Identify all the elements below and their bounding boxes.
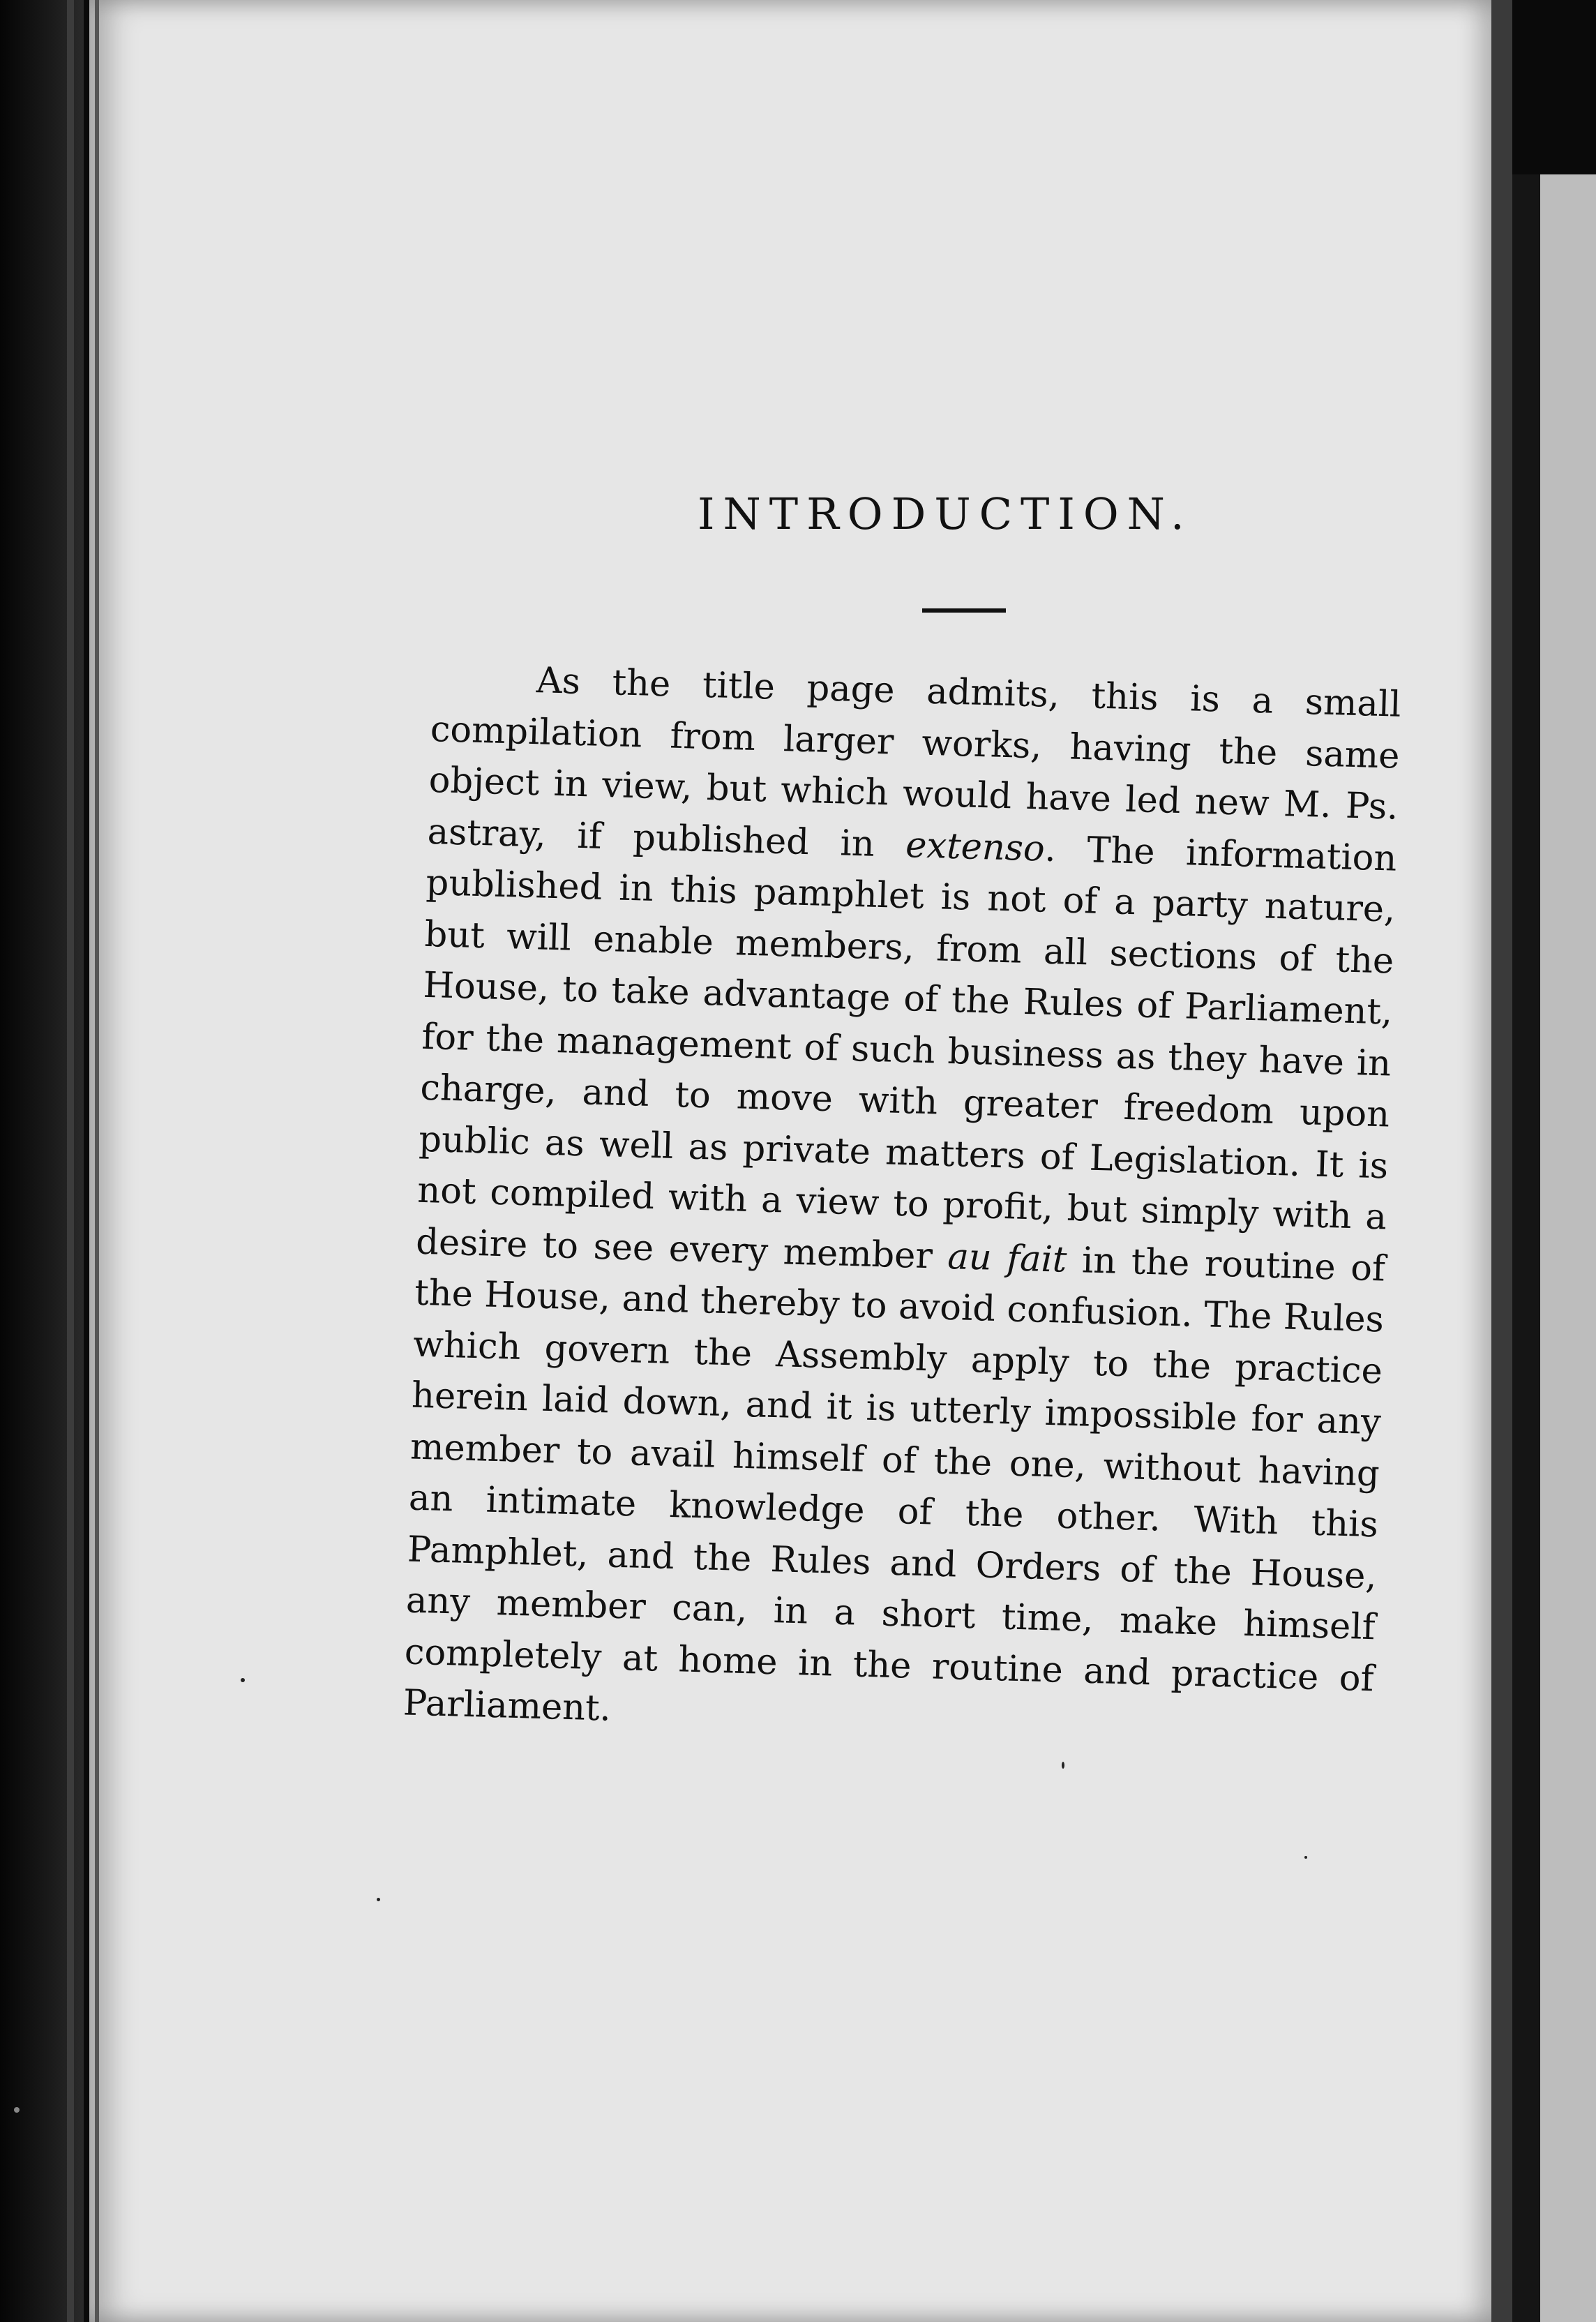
italic-au-fait: au fait xyxy=(947,1236,1068,1281)
title-divider xyxy=(922,608,1006,613)
italic-extenso: extenso xyxy=(905,824,1046,870)
scan-speck xyxy=(1062,1762,1064,1769)
introduction-paragraph xyxy=(402,652,1402,1756)
page-gutter xyxy=(1491,0,1512,2322)
adjacent-page-sliver xyxy=(1512,174,1596,2322)
scan-speck xyxy=(14,2107,20,2113)
paragraph-text-1: As the title page admits, this is a small compilation from larger works, having the same object in view, but which would have led new M. Ps. astray, if published in xyxy=(427,660,1402,866)
paragraph-text-2: . The information published in this pamphlet is not of a party nature, but will enable members, from all sections of the House, to take advantage of the Rules of Parliament, for the management of such business as they have in charge, and to move with greater freedom upon public as well as private matters of Legislation. It is not compiled with a view to profit, but simply with a desire to see every member xyxy=(415,828,1398,1278)
scan-speck xyxy=(241,1678,245,1682)
scan-speck xyxy=(1304,1856,1307,1859)
paragraph-text-3: in the routine of the House, and thereby to avoid confusion. The Rules which govern the Assembly apply to the practice herein laid down, and it is utterly impossible for any member to avail himself of the one, without having an intimate knowledge of the other. With this Pamphlet, and the Rules and Orders of the House, any member can, in a short time, make himself completely at home in the routine and practice of Parliament. xyxy=(402,1239,1386,1730)
scan-speck xyxy=(377,1898,380,1901)
right-corner-shadow xyxy=(1512,0,1596,174)
page-title: INTRODUCTION. xyxy=(698,488,1193,539)
left-edge-line xyxy=(67,0,74,2322)
